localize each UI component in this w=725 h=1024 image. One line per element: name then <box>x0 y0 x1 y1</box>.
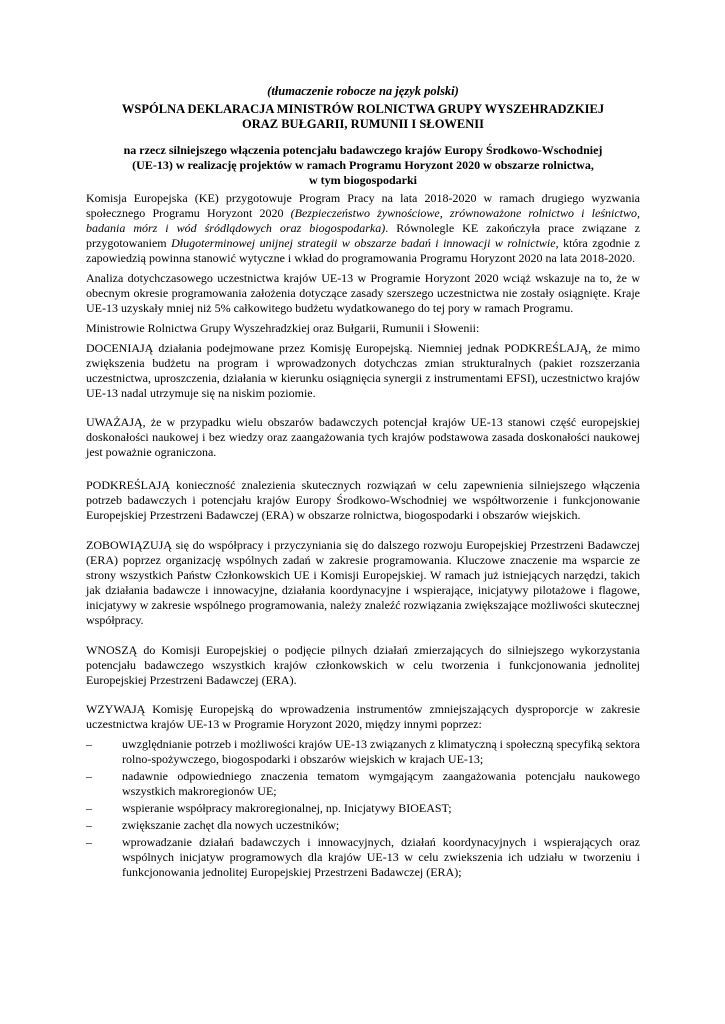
intro-text-d: Długoterminowej unijnej strategii w obszarze badań i innowacji w rolnictwie, <box>171 236 559 250</box>
list-item: – wprowadzanie działań badawczych i innowacyjnych, działań koordynacyjnych i wspierających oraz wspólnych inicjatyw programowych dla krajów UE-13 w celu zwiekszenia ich udziału w tworzeniu i funkcjonowania jednolitej Europejskiej Przestrzeni Badawczej (ERA); <box>86 835 640 879</box>
intro-text-b: (Bezpieczeństwo żywnościowe, zrównoważone rolnictwo i leśnictwo, badania mórz i wód śródlądowych oraz biogospodarka) <box>86 206 640 235</box>
paragraph-podkreslaja: PODKREŚLAJĄ konieczność znalezienia skutecznych rozwiązań w celu zapewnienia silniejszego włączenia potrzeb badawczych i potencjału krajów Europy Środkowo-Wschodniej we współtworzenie i funkcjonowanie Europejskiej Przestrzeni Badawczej (ERA) w obszarze rolnictwa, biogospodarki i obszarów wiejskich. <box>86 478 640 522</box>
list-item: – wspieranie współpracy makroregionalnej, np. Inicjatywy BIOEAST; <box>86 801 452 815</box>
paragraph-intro <box>86 191 640 266</box>
dash-bullet: – <box>86 769 92 783</box>
subtitle-line-2: (UE-13) w realizację projektów w ramach Programu Horyzont 2020 w obszarze rolnictwa, <box>132 158 594 172</box>
intro-text-a: Komisja Europejska (KE) przygotowuje Program Pracy na lata 2018-2020 w ramach drugiego wyzwania społecznego Programu Horyzont 2020 <box>86 191 640 220</box>
dash-bullet: – <box>86 835 92 849</box>
list-item: – uwzględnianie potrzeb i możliwości krajów UE-13 związanych z klimatyczną i społeczną specyfiką sektora rolno-spożywczego, biogospodarki i obszarów wiejskich w krajach UE-13; <box>86 737 640 766</box>
subtitle-line-3: w tym biogospodarki <box>308 173 418 187</box>
subtitle-line-1: na rzecz silniejszego włączenia potencjału badawczego krajów Europy Środkowo-Wschodniej <box>123 143 603 157</box>
dash-bullet: – <box>86 737 92 751</box>
title-line-1: WSPÓLNA DEKLARACJA MINISTRÓW ROLNICTWA GRUPY WYSZEHRADZKIEJ <box>121 102 605 116</box>
dash-bullet: – <box>86 801 92 815</box>
intro-text-e: która zgodnie z zapowiedzią powinna stanowić wytyczne i wkład do programowania Programu Horyzont 2020 na lata 2018-2020. <box>86 236 640 265</box>
dash-bullet: – <box>86 818 92 832</box>
list-item: – nadawnie odpowiedniego znaczenia tematom wymgającym zaangażowania potencjału naukowego wszystkich makroregionów UE; <box>86 769 640 798</box>
translation-note: (tłumaczenie robocze na język polski) <box>267 84 459 98</box>
paragraph-doceniaja: DOCENIAJĄ działania podejmowane przez Komisję Europejską. Niemniej jednak PODKREŚLAJĄ, że mimo zwiększenia budżetu na program i wprowadzonych dotychczas zmian strukturalnych (pakiet rozszerzania uczestnictwa, uproszczenia, działania w kierunku osiągnięcia synergii z instrumentami EFSI), uczestnictwo krajów UE-13 nadal utrzymuje się na niskim poziomie. <box>86 341 640 400</box>
intro-text-c: . Równolegle KE zakończyła prace związane z przygotowaniem <box>86 221 640 250</box>
paragraph-wnosza: WNOSZĄ do Komisji Europejskiej o podjęcie pilnych działań zmierzających do silniejszego wykorzystania potencjału badawczego wszystkich krajów członkowskich w celu tworzenia i funkcjonowania jednolitej Europejskiej Przestrzeni Badawczej (ERA). <box>86 643 640 687</box>
document-subtitle <box>86 143 640 188</box>
paragraph-zobowiazuja: ZOBOWIĄZUJĄ się do współpracy i przyczyniania się do dalszego rozwoju Europejskiej Przestrzeni Badawczej (ERA) poprzez organizację wspólnych zadań w zakresie programowania. Kluczowe znaczenie ma wsparcie ze strony wszystkich Państw Członkowskich UE i Komisji Europejskiej. W ramach już istniejących narzędzi, takich jak działania badawcze i innowacyjne, działania koordynacyjne i wspierające, inicjatywy pilotażowe i flagowe, inicjatywy w zakresie wspólnego programowania, należy znaleźć rozwiązania zwiększające możliwości skutecznej współpracy. <box>86 538 640 627</box>
document-title <box>86 102 640 132</box>
document-page <box>86 84 640 882</box>
list-item: – zwiększanie zachęt dla nowych uczestników; <box>86 818 340 832</box>
paragraph-wzywaja: WZYWAJĄ Komisję Europejską do wprowadzenia instrumentów zmniejszających dysproporcje w zakresie uczestnictwa krajów UE-13 w Programie Horyzont 2020, między innymi poprzez: <box>86 702 640 731</box>
paragraph-ministers: Ministrowie Rolnictwa Grupy Wyszehradzkiej oraz Bułgarii, Rumunii i Słowenii: <box>86 321 480 335</box>
title-line-2: ORAZ BUŁGARII, RUMUNII I SŁOWENII <box>241 117 485 131</box>
paragraph-uwazaja: UWAŻAJĄ, że w przypadku wielu obszarów badawczych potencjał krajów UE-13 stanowi część europejskiej doskonałości naukowej i bez wiedzy oraz zaangażowania tych krajów podstawowa zasada doskonałości naukowej jest poważnie ograniczona. <box>86 415 640 459</box>
paragraph-analysis: Analiza dotychczasowego uczestnictwa krajów UE-13 w Programie Horyzont 2020 wciąż wskazuje na to, że w obecnym okresie programowania założenia dotyczące zasady szerszego uczestnictwa nie zostały osiągnięte. Kraje UE-13 uzyskały mniej niż 5% całkowitego budżetu wydatkowanego do tej pory w ramach Programu. <box>86 271 640 315</box>
measures-list <box>86 737 640 880</box>
